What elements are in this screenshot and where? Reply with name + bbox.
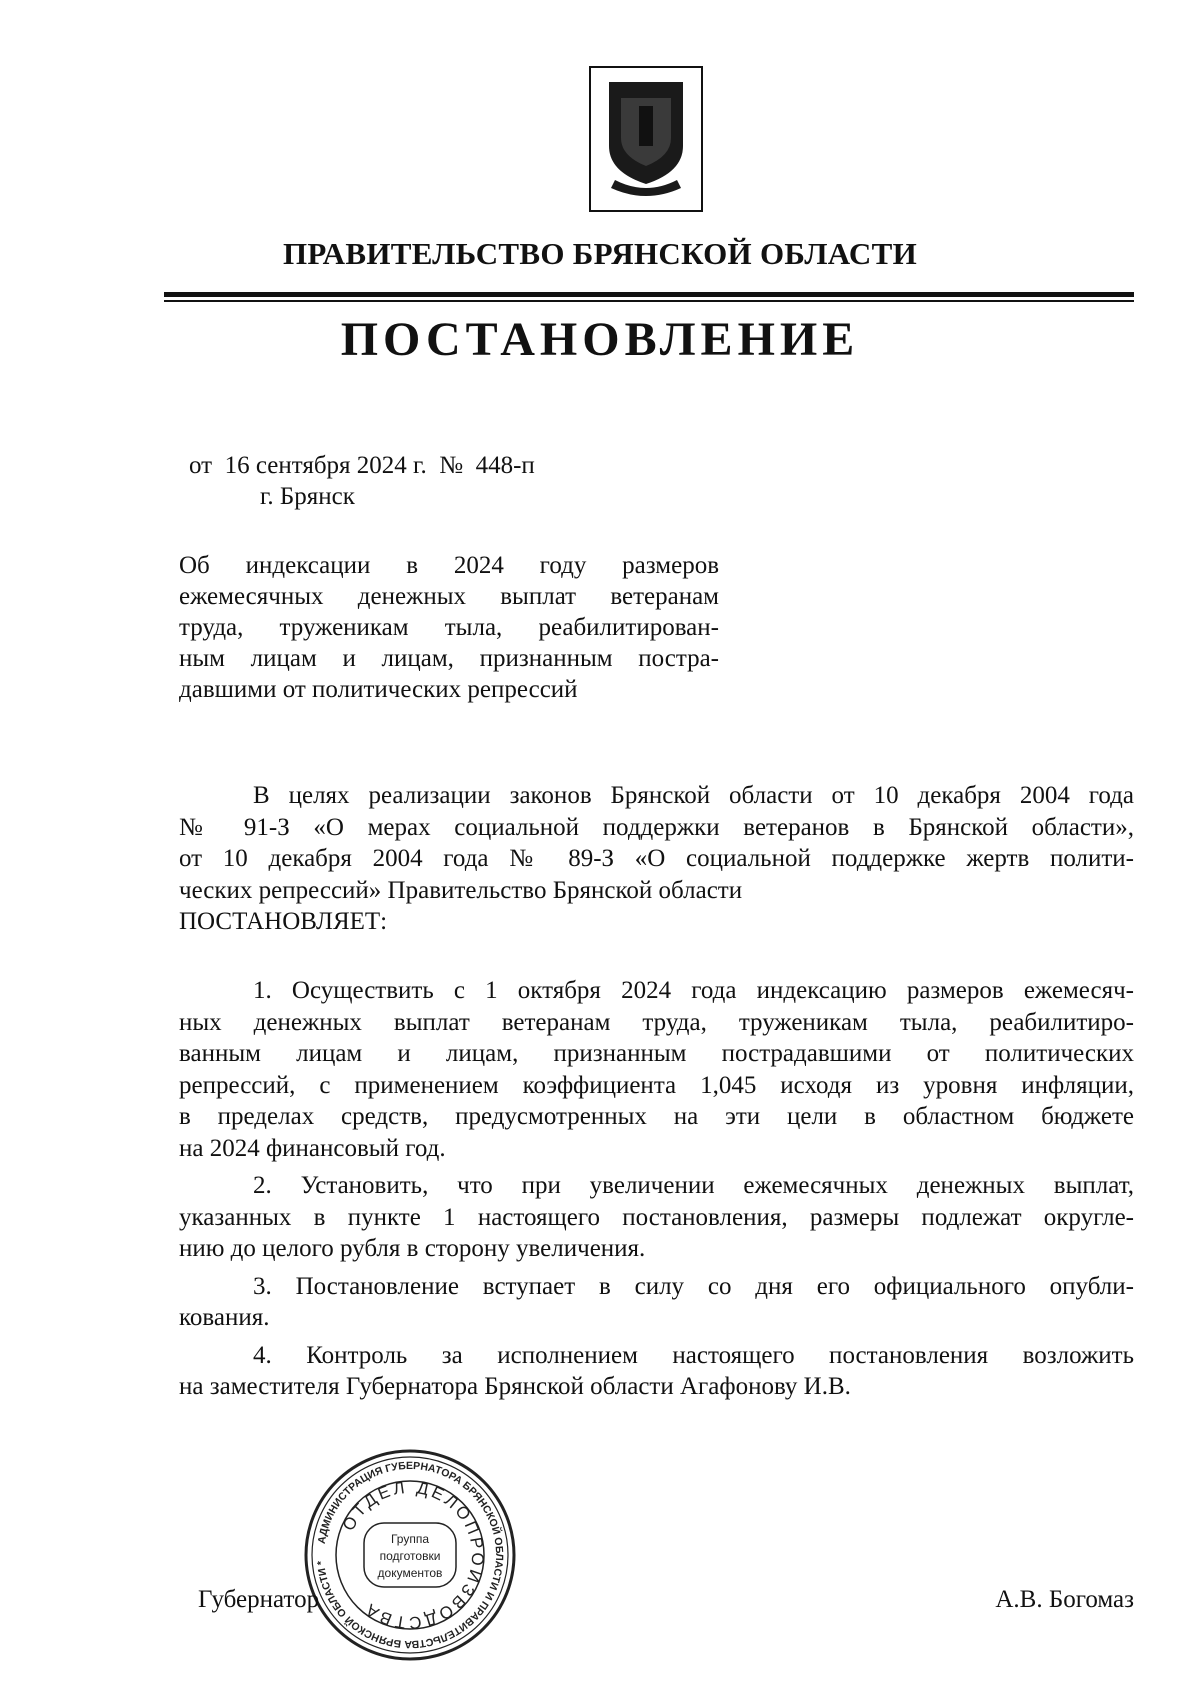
item-line: ванным лицам и лицам, признанным пострадавшими от политических [179, 1040, 1134, 1067]
subject-line: Об индексации в 2024 году размеров [179, 552, 719, 579]
document-subject [179, 550, 719, 705]
item-line: на заместителя Губернатора Брянской области Агафонову И.В. [179, 1373, 851, 1400]
item-line: нию до целого рубля в сторону увеличения. [179, 1235, 646, 1262]
header-rule-thin [164, 300, 1134, 302]
seal-outer-text: АДМИНИСТРАЦИЯ ГУБЕРНАТОРА БРЯНСКОЙ ОБЛАСТИ И ПРАВИТЕЛЬСТВА БРЯНСКОЙ ОБЛАСТИ * [315, 1459, 506, 1651]
signatory-name: А.В. Богомаз [995, 1586, 1134, 1613]
resolution-items [179, 975, 1134, 1409]
seal-center-line: документов [377, 1566, 443, 1580]
item-line: 4. Контроль за исполнением настоящего постановления возложить [253, 1341, 1134, 1369]
item-line: 2. Установить, что при увеличении ежемесячных денежных выплат, [253, 1172, 1134, 1199]
document-date-number: от 16 сентября 2024 г. № 448-п [189, 452, 535, 479]
subject-line: давшими от политических репрессий [179, 676, 578, 703]
item-line: указанных в пункте 1 настоящего постановления, размеры подлежат округле- [179, 1203, 1134, 1231]
item-line: ных денежных выплат ветеранам труда, труженикам тыла, реабилитиро- [179, 1008, 1134, 1036]
item-line: кования. [179, 1304, 270, 1331]
official-seal [300, 1445, 520, 1665]
subject-line: труда, труженикам тыла, реабилитирован- [179, 614, 719, 641]
seal-center-line: Группа [390, 1532, 430, 1546]
document-type: ПОСТАНОВЛЕНИЕ [340, 313, 860, 366]
preamble-line: № 91-З «О мерах социальной поддержки ветеранов в Брянской области», [179, 813, 1134, 841]
coat-of-arms-icon [601, 76, 691, 204]
item-line: 3. Постановление вступает в силу со дня его официального опубли- [253, 1272, 1134, 1300]
preamble-line: от 10 декабря 2004 года № 89-З «О социальной поддержке жертв полити- [179, 845, 1134, 872]
item-line: репрессий, с применением коэффициента 1,045 исходя из уровня инфляции, [179, 1071, 1134, 1099]
resolution-item-4 [179, 1340, 1134, 1403]
seal-inner-text: ОТДЕЛ ДЕЛОПРОИЗВОДСТВА [338, 1477, 488, 1633]
resolution-item-1 [179, 975, 1134, 1164]
document-city: г. Брянск [260, 483, 355, 510]
resolution-item-2 [179, 1170, 1134, 1265]
header-rule-thick [164, 292, 1134, 297]
organization-name: ПРАВИТЕЛЬСТВО БРЯНСКОЙ ОБЛАСТИ [282, 236, 918, 271]
subject-line: ежемесячных денежных выплат ветеранам [179, 583, 719, 610]
resolves-keyword: ПОСТАНОВЛЯЕТ: [179, 908, 388, 935]
subject-line: ным лицам и лицам, признанным постра- [179, 645, 719, 672]
item-line: 1. Осуществить с 1 октября 2024 года индексацию размеров ежемесяч- [253, 977, 1134, 1004]
item-line: на 2024 финансовый год. [179, 1134, 446, 1162]
resolution-item-3 [179, 1271, 1134, 1334]
emblem-frame [589, 66, 703, 212]
item-line: в пределах средств, предусмотренных на эти цели в областном бюджете [179, 1103, 1134, 1130]
preamble [179, 780, 1134, 938]
seal-center-line: подготовки [379, 1549, 441, 1563]
signatory-title: Губернатор [198, 1586, 320, 1613]
preamble-line: ческих репрессий» Правительство Брянской области [179, 876, 743, 904]
preamble-line: В целях реализации законов Брянской области от 10 декабря 2004 года [253, 782, 1134, 809]
